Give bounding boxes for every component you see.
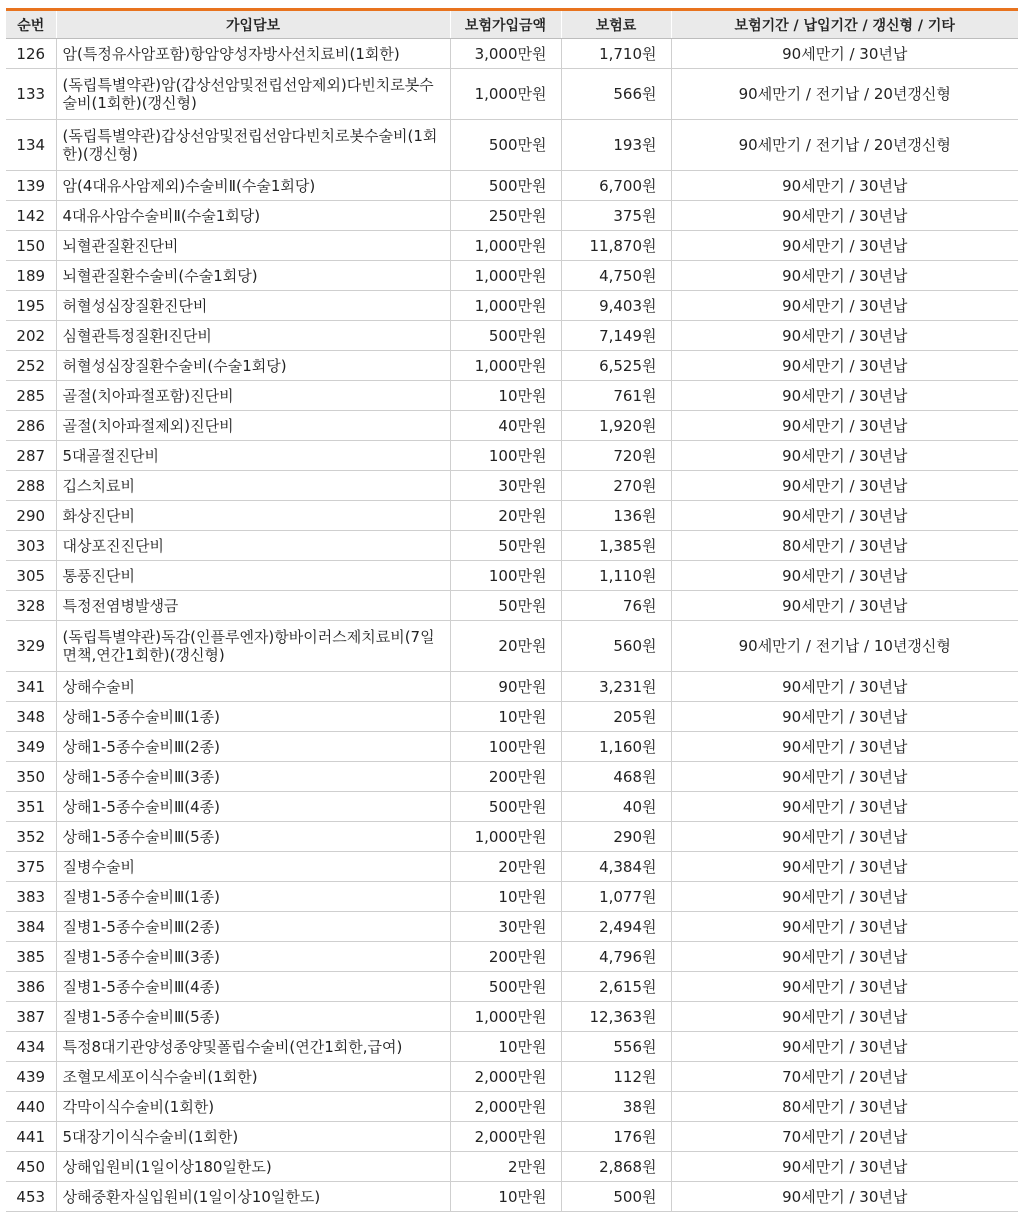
premium-amount: 556원 — [561, 1032, 671, 1062]
premium-amount: 500원 — [561, 1182, 671, 1212]
insured-amount: 10만원 — [450, 882, 561, 912]
table-row — [6, 1092, 1018, 1122]
insured-amount: 50만원 — [450, 531, 561, 561]
coverage-name: 허혈성심장질환수술비(수술1회당) — [56, 351, 450, 381]
table-row — [6, 621, 1018, 672]
row-number: 341 — [6, 672, 56, 702]
premium-amount: 7,149원 — [561, 321, 671, 351]
row-number: 385 — [6, 942, 56, 972]
insured-amount: 100만원 — [450, 441, 561, 471]
coverage-name: 5대골절진단비 — [56, 441, 450, 471]
premium-amount: 4,384원 — [561, 852, 671, 882]
insured-amount: 500만원 — [450, 792, 561, 822]
coverage-name: 질병1-5종수술비Ⅲ(2종) — [56, 912, 450, 942]
table-row — [6, 882, 1018, 912]
row-number: 453 — [6, 1182, 56, 1212]
term-info: 90세만기 / 30년납 — [671, 1182, 1018, 1212]
table-header — [6, 10, 1018, 39]
table-row — [6, 702, 1018, 732]
table-row — [6, 732, 1018, 762]
table-row — [6, 912, 1018, 942]
coverage-name: 특정전염병발생금 — [56, 591, 450, 621]
term-info: 90세만기 / 30년납 — [671, 39, 1018, 69]
insured-amount: 100만원 — [450, 561, 561, 591]
coverage-name: 상해1-5종수술비Ⅲ(4종) — [56, 792, 450, 822]
coverage-name: 각막이식수술비(1회한) — [56, 1092, 450, 1122]
insured-amount: 50만원 — [450, 591, 561, 621]
term-info: 90세만기 / 30년납 — [671, 702, 1018, 732]
term-info: 90세만기 / 30년납 — [671, 351, 1018, 381]
premium-amount: 9,403원 — [561, 291, 671, 321]
term-info: 90세만기 / 30년납 — [671, 1002, 1018, 1032]
term-info: 90세만기 / 30년납 — [671, 882, 1018, 912]
premium-amount: 720원 — [561, 441, 671, 471]
term-info: 90세만기 / 30년납 — [671, 912, 1018, 942]
insured-amount: 10만원 — [450, 381, 561, 411]
row-number: 384 — [6, 912, 56, 942]
row-number: 387 — [6, 1002, 56, 1032]
term-info: 90세만기 / 30년납 — [671, 762, 1018, 792]
row-number: 288 — [6, 471, 56, 501]
coverage-name: 골절(치아파절포함)진단비 — [56, 381, 450, 411]
coverage-name: 뇌혈관질환수술비(수술1회당) — [56, 261, 450, 291]
coverage-name: 질병1-5종수술비Ⅲ(1종) — [56, 882, 450, 912]
row-number: 348 — [6, 702, 56, 732]
term-info: 90세만기 / 30년납 — [671, 411, 1018, 441]
table-row — [6, 471, 1018, 501]
premium-amount: 375원 — [561, 201, 671, 231]
row-number: 439 — [6, 1062, 56, 1092]
premium-amount: 6,525원 — [561, 351, 671, 381]
table-row — [6, 69, 1018, 120]
row-number: 285 — [6, 381, 56, 411]
table-body — [6, 39, 1018, 1212]
coverage-table — [6, 8, 1018, 1212]
insured-amount: 30만원 — [450, 912, 561, 942]
premium-amount: 38원 — [561, 1092, 671, 1122]
term-info: 90세만기 / 30년납 — [671, 291, 1018, 321]
coverage-name: (독립특별약관)갑상선암및전립선암다빈치로봇수술비(1회한)(갱신형) — [56, 120, 450, 171]
coverage-name: 깁스치료비 — [56, 471, 450, 501]
header-premium: 보험료 — [561, 10, 671, 39]
table-row — [6, 351, 1018, 381]
insured-amount: 2,000만원 — [450, 1122, 561, 1152]
table-row — [6, 441, 1018, 471]
insured-amount: 20만원 — [450, 621, 561, 672]
premium-amount: 270원 — [561, 471, 671, 501]
premium-amount: 2,868원 — [561, 1152, 671, 1182]
premium-amount: 761원 — [561, 381, 671, 411]
coverage-name: 암(특정유사암포함)항암양성자방사선치료비(1회한) — [56, 39, 450, 69]
row-number: 195 — [6, 291, 56, 321]
insured-amount: 2만원 — [450, 1152, 561, 1182]
coverage-name: 대상포진진단비 — [56, 531, 450, 561]
table-row — [6, 561, 1018, 591]
table-row — [6, 852, 1018, 882]
insured-amount: 200만원 — [450, 942, 561, 972]
row-number: 375 — [6, 852, 56, 882]
row-number: 305 — [6, 561, 56, 591]
insured-amount: 500만원 — [450, 120, 561, 171]
premium-amount: 136원 — [561, 501, 671, 531]
coverage-name: 심혈관특정질환Ⅰ진단비 — [56, 321, 450, 351]
insured-amount: 1,000만원 — [450, 231, 561, 261]
term-info: 90세만기 / 30년납 — [671, 231, 1018, 261]
term-info: 90세만기 / 전기납 / 20년갱신형 — [671, 69, 1018, 120]
row-number: 126 — [6, 39, 56, 69]
term-info: 90세만기 / 30년납 — [671, 261, 1018, 291]
term-info: 90세만기 / 30년납 — [671, 792, 1018, 822]
term-info: 90세만기 / 30년납 — [671, 672, 1018, 702]
table-row — [6, 261, 1018, 291]
insured-amount: 1,000만원 — [450, 261, 561, 291]
row-number: 450 — [6, 1152, 56, 1182]
coverage-name: 질병수술비 — [56, 852, 450, 882]
row-number: 383 — [6, 882, 56, 912]
insured-amount: 500만원 — [450, 171, 561, 201]
row-number: 133 — [6, 69, 56, 120]
coverage-name: 화상진단비 — [56, 501, 450, 531]
premium-amount: 2,615원 — [561, 972, 671, 1002]
coverage-name: 특정8대기관양성종양및폴립수술비(연간1회한,급여) — [56, 1032, 450, 1062]
row-number: 350 — [6, 762, 56, 792]
term-info: 90세만기 / 30년납 — [671, 732, 1018, 762]
table-row — [6, 792, 1018, 822]
table-row — [6, 201, 1018, 231]
coverage-name: 골절(치아파절제외)진단비 — [56, 411, 450, 441]
row-number: 202 — [6, 321, 56, 351]
table-row — [6, 381, 1018, 411]
term-info: 90세만기 / 전기납 / 20년갱신형 — [671, 120, 1018, 171]
row-number: 290 — [6, 501, 56, 531]
insured-amount: 3,000만원 — [450, 39, 561, 69]
insured-amount: 10만원 — [450, 702, 561, 732]
row-number: 252 — [6, 351, 56, 381]
coverage-name: (독립특별약관)독감(인플루엔자)항바이러스제치료비(7일면책,연간1회한)(갱신형) — [56, 621, 450, 672]
table-row — [6, 762, 1018, 792]
coverage-name: 조혈모세포이식수술비(1회한) — [56, 1062, 450, 1092]
term-info: 90세만기 / 30년납 — [671, 1032, 1018, 1062]
table-row — [6, 1182, 1018, 1212]
coverage-name: 상해중환자실입원비(1일이상10일한도) — [56, 1182, 450, 1212]
term-info: 90세만기 / 30년납 — [671, 441, 1018, 471]
insured-amount: 500만원 — [450, 972, 561, 1002]
premium-amount: 1,110원 — [561, 561, 671, 591]
term-info: 90세만기 / 30년납 — [671, 972, 1018, 1002]
row-number: 303 — [6, 531, 56, 561]
insured-amount: 20만원 — [450, 501, 561, 531]
insured-amount: 20만원 — [450, 852, 561, 882]
premium-amount: 12,363원 — [561, 1002, 671, 1032]
premium-amount: 6,700원 — [561, 171, 671, 201]
term-info: 70세만기 / 20년납 — [671, 1062, 1018, 1092]
insured-amount: 250만원 — [450, 201, 561, 231]
row-number: 189 — [6, 261, 56, 291]
term-info: 90세만기 / 30년납 — [671, 321, 1018, 351]
insured-amount: 2,000만원 — [450, 1092, 561, 1122]
coverage-name: 뇌혈관질환진단비 — [56, 231, 450, 261]
coverage-name: 상해1-5종수술비Ⅲ(1종) — [56, 702, 450, 732]
term-info: 80세만기 / 30년납 — [671, 1092, 1018, 1122]
term-info: 90세만기 / 전기납 / 10년갱신형 — [671, 621, 1018, 672]
term-info: 90세만기 / 30년납 — [671, 852, 1018, 882]
term-info: 90세만기 / 30년납 — [671, 171, 1018, 201]
table-row — [6, 39, 1018, 69]
table-row — [6, 822, 1018, 852]
row-number: 328 — [6, 591, 56, 621]
premium-amount: 4,796원 — [561, 942, 671, 972]
table-row — [6, 1002, 1018, 1032]
premium-amount: 1,160원 — [561, 732, 671, 762]
premium-amount: 76원 — [561, 591, 671, 621]
row-number: 287 — [6, 441, 56, 471]
premium-amount: 560원 — [561, 621, 671, 672]
premium-amount: 112원 — [561, 1062, 671, 1092]
insured-amount: 500만원 — [450, 321, 561, 351]
premium-amount: 4,750원 — [561, 261, 671, 291]
insured-amount: 1,000만원 — [450, 1002, 561, 1032]
premium-amount: 193원 — [561, 120, 671, 171]
row-number: 440 — [6, 1092, 56, 1122]
table-row — [6, 672, 1018, 702]
coverage-name: 질병1-5종수술비Ⅲ(4종) — [56, 972, 450, 1002]
insured-amount: 200만원 — [450, 762, 561, 792]
table-row — [6, 1122, 1018, 1152]
coverage-name: 상해입원비(1일이상180일한도) — [56, 1152, 450, 1182]
premium-amount: 1,385원 — [561, 531, 671, 561]
table-row — [6, 1062, 1018, 1092]
term-info: 90세만기 / 30년납 — [671, 1152, 1018, 1182]
term-info: 90세만기 / 30년납 — [671, 561, 1018, 591]
table-row — [6, 942, 1018, 972]
premium-amount: 1,077원 — [561, 882, 671, 912]
row-number: 142 — [6, 201, 56, 231]
coverage-name: 5대장기이식수술비(1회한) — [56, 1122, 450, 1152]
insured-amount: 10만원 — [450, 1182, 561, 1212]
row-number: 352 — [6, 822, 56, 852]
term-info: 80세만기 / 30년납 — [671, 531, 1018, 561]
term-info: 90세만기 / 30년납 — [671, 942, 1018, 972]
table-row — [6, 120, 1018, 171]
table-row — [6, 291, 1018, 321]
insured-amount: 30만원 — [450, 471, 561, 501]
row-number: 434 — [6, 1032, 56, 1062]
premium-amount: 2,494원 — [561, 912, 671, 942]
table-row — [6, 411, 1018, 441]
row-number: 286 — [6, 411, 56, 441]
term-info: 90세만기 / 30년납 — [671, 501, 1018, 531]
table-row — [6, 1152, 1018, 1182]
table-row — [6, 501, 1018, 531]
table-row — [6, 321, 1018, 351]
insured-amount: 2,000만원 — [450, 1062, 561, 1092]
term-info: 90세만기 / 30년납 — [671, 822, 1018, 852]
coverage-name: 허혈성심장질환진단비 — [56, 291, 450, 321]
premium-amount: 3,231원 — [561, 672, 671, 702]
coverage-name: 질병1-5종수술비Ⅲ(5종) — [56, 1002, 450, 1032]
header-row — [6, 10, 1018, 39]
table-row — [6, 972, 1018, 1002]
insured-amount: 1,000만원 — [450, 69, 561, 120]
term-info: 90세만기 / 30년납 — [671, 591, 1018, 621]
row-number: 386 — [6, 972, 56, 1002]
insured-amount: 40만원 — [450, 411, 561, 441]
premium-amount: 205원 — [561, 702, 671, 732]
term-info: 70세만기 / 20년납 — [671, 1122, 1018, 1152]
row-number: 329 — [6, 621, 56, 672]
insured-amount: 1,000만원 — [450, 291, 561, 321]
row-number: 351 — [6, 792, 56, 822]
insured-amount: 90만원 — [450, 672, 561, 702]
coverage-name: (독립특별약관)암(갑상선암및전립선암제외)다빈치로봇수술비(1회한)(갱신형) — [56, 69, 450, 120]
coverage-name: 상해1-5종수술비Ⅲ(3종) — [56, 762, 450, 792]
header-coverage: 가입담보 — [56, 10, 450, 39]
premium-amount: 176원 — [561, 1122, 671, 1152]
coverage-name: 상해1-5종수술비Ⅲ(5종) — [56, 822, 450, 852]
premium-amount: 1,710원 — [561, 39, 671, 69]
coverage-name: 상해수술비 — [56, 672, 450, 702]
coverage-name: 암(4대유사암제외)수술비Ⅱ(수술1회당) — [56, 171, 450, 201]
table-row — [6, 531, 1018, 561]
row-number: 139 — [6, 171, 56, 201]
premium-amount: 566원 — [561, 69, 671, 120]
table-row — [6, 171, 1018, 201]
coverage-name: 상해1-5종수술비Ⅲ(2종) — [56, 732, 450, 762]
table-row — [6, 1032, 1018, 1062]
header-term: 보험기간 / 납입기간 / 갱신형 / 기타 — [671, 10, 1018, 39]
insured-amount: 1,000만원 — [450, 351, 561, 381]
premium-amount: 1,920원 — [561, 411, 671, 441]
term-info: 90세만기 / 30년납 — [671, 201, 1018, 231]
premium-amount: 468원 — [561, 762, 671, 792]
premium-amount: 40원 — [561, 792, 671, 822]
table-row — [6, 591, 1018, 621]
row-number: 134 — [6, 120, 56, 171]
table-row — [6, 231, 1018, 261]
insured-amount: 100만원 — [450, 732, 561, 762]
header-no: 순번 — [6, 10, 56, 39]
row-number: 441 — [6, 1122, 56, 1152]
coverage-name: 통풍진단비 — [56, 561, 450, 591]
row-number: 150 — [6, 231, 56, 261]
premium-amount: 290원 — [561, 822, 671, 852]
coverage-name: 질병1-5종수술비Ⅲ(3종) — [56, 942, 450, 972]
insured-amount: 10만원 — [450, 1032, 561, 1062]
insured-amount: 1,000만원 — [450, 822, 561, 852]
row-number: 349 — [6, 732, 56, 762]
coverage-name: 4대유사암수술비Ⅱ(수술1회당) — [56, 201, 450, 231]
term-info: 90세만기 / 30년납 — [671, 471, 1018, 501]
term-info: 90세만기 / 30년납 — [671, 381, 1018, 411]
premium-amount: 11,870원 — [561, 231, 671, 261]
header-amount: 보험가입금액 — [450, 10, 561, 39]
coverage-table-container — [6, 8, 1018, 1212]
